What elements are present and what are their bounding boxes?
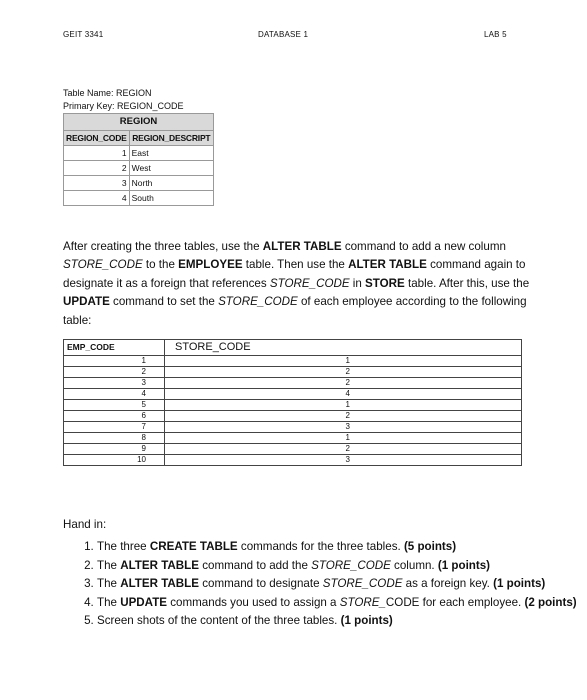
table-row <box>64 433 522 444</box>
emp-code-cell: 2 <box>64 367 165 378</box>
emp-code-cell: 5 <box>64 400 165 411</box>
region-code-cell: 4 <box>64 191 130 206</box>
region-code-cell: 3 <box>64 176 130 191</box>
emp-code-cell: 10 <box>64 455 165 466</box>
emp-code-cell: 3 <box>64 378 165 389</box>
table-row <box>64 378 522 389</box>
list-item: 1. The three CREATE TABLE commands for the three tables. (5 points) <box>97 538 587 557</box>
emp-code-cell: 9 <box>64 444 165 455</box>
primary-key-label: Primary Key: REGION_CODE <box>63 101 184 111</box>
table-row <box>64 389 522 400</box>
region-descript-cell: East <box>129 146 213 161</box>
table-row <box>64 161 214 176</box>
table-name-label: Table Name: REGION <box>63 88 152 98</box>
region-table-title: REGION <box>64 114 214 131</box>
course-code: GEIT 3341 <box>63 30 104 39</box>
column-header: EMP_CODE <box>64 340 165 356</box>
table-row <box>64 191 214 206</box>
store-code-cell: 4 <box>165 389 522 400</box>
table-row <box>64 455 522 466</box>
list-item: 5. Screen shots of the content of the three tables. (1 points) <box>97 612 587 631</box>
list-item: 2. The ALTER TABLE command to add the STORE_CODE column. (1 points) <box>97 557 587 576</box>
table-row <box>64 422 522 433</box>
hand-in-list <box>63 538 587 631</box>
region-table <box>63 113 214 206</box>
table-row <box>64 356 522 367</box>
region-descript-cell: South <box>129 191 213 206</box>
column-header: REGION_CODE <box>64 131 130 146</box>
list-item: 3. The ALTER TABLE command to designate STORE_CODE as a foreign key. (1 points) <box>97 575 587 594</box>
emp-code-cell: 8 <box>64 433 165 444</box>
table-row <box>64 411 522 422</box>
hand-in-label: Hand in: <box>63 518 107 531</box>
store-code-cell: 2 <box>165 378 522 389</box>
emp-code-cell: 4 <box>64 389 165 400</box>
table-row <box>64 367 522 378</box>
table-row <box>64 146 214 161</box>
store-code-cell: 2 <box>165 411 522 422</box>
list-item: 4. The UPDATE commands you used to assign a STORE_CODE for each employee. (2 points) <box>97 594 587 613</box>
store-code-cell: 1 <box>165 356 522 367</box>
store-code-cell: 2 <box>165 367 522 378</box>
store-code-cell: 3 <box>165 455 522 466</box>
lab-number: LAB 5 <box>484 30 507 39</box>
store-code-cell: 1 <box>165 433 522 444</box>
column-header: REGION_DESCRIPT <box>129 131 213 146</box>
store-code-cell: 1 <box>165 400 522 411</box>
table-row <box>64 444 522 455</box>
region-code-cell: 1 <box>64 146 130 161</box>
document-title: DATABASE 1 <box>258 30 309 39</box>
store-code-cell: 3 <box>165 422 522 433</box>
column-header: STORE_CODE <box>165 340 522 356</box>
instruction-paragraph: After creating the three tables, use the ALTER TABLE command to add a new column STORE_CODE to the EMPLOYEE table. Then use the ALTER TABLE command again to designate it as a foreign that references STORE_CODE in STORE table. After this, use the UPDATE command to set the STORE_CODE of each employee according to the following table: <box>63 240 530 327</box>
emp-code-cell: 1 <box>64 356 165 367</box>
store-code-cell: 2 <box>165 444 522 455</box>
store-code-table <box>63 339 522 466</box>
emp-code-cell: 7 <box>64 422 165 433</box>
emp-code-cell: 6 <box>64 411 165 422</box>
region-descript-cell: North <box>129 176 213 191</box>
region-code-cell: 2 <box>64 161 130 176</box>
table-row <box>64 400 522 411</box>
region-descript-cell: West <box>129 161 213 176</box>
table-row <box>64 176 214 191</box>
